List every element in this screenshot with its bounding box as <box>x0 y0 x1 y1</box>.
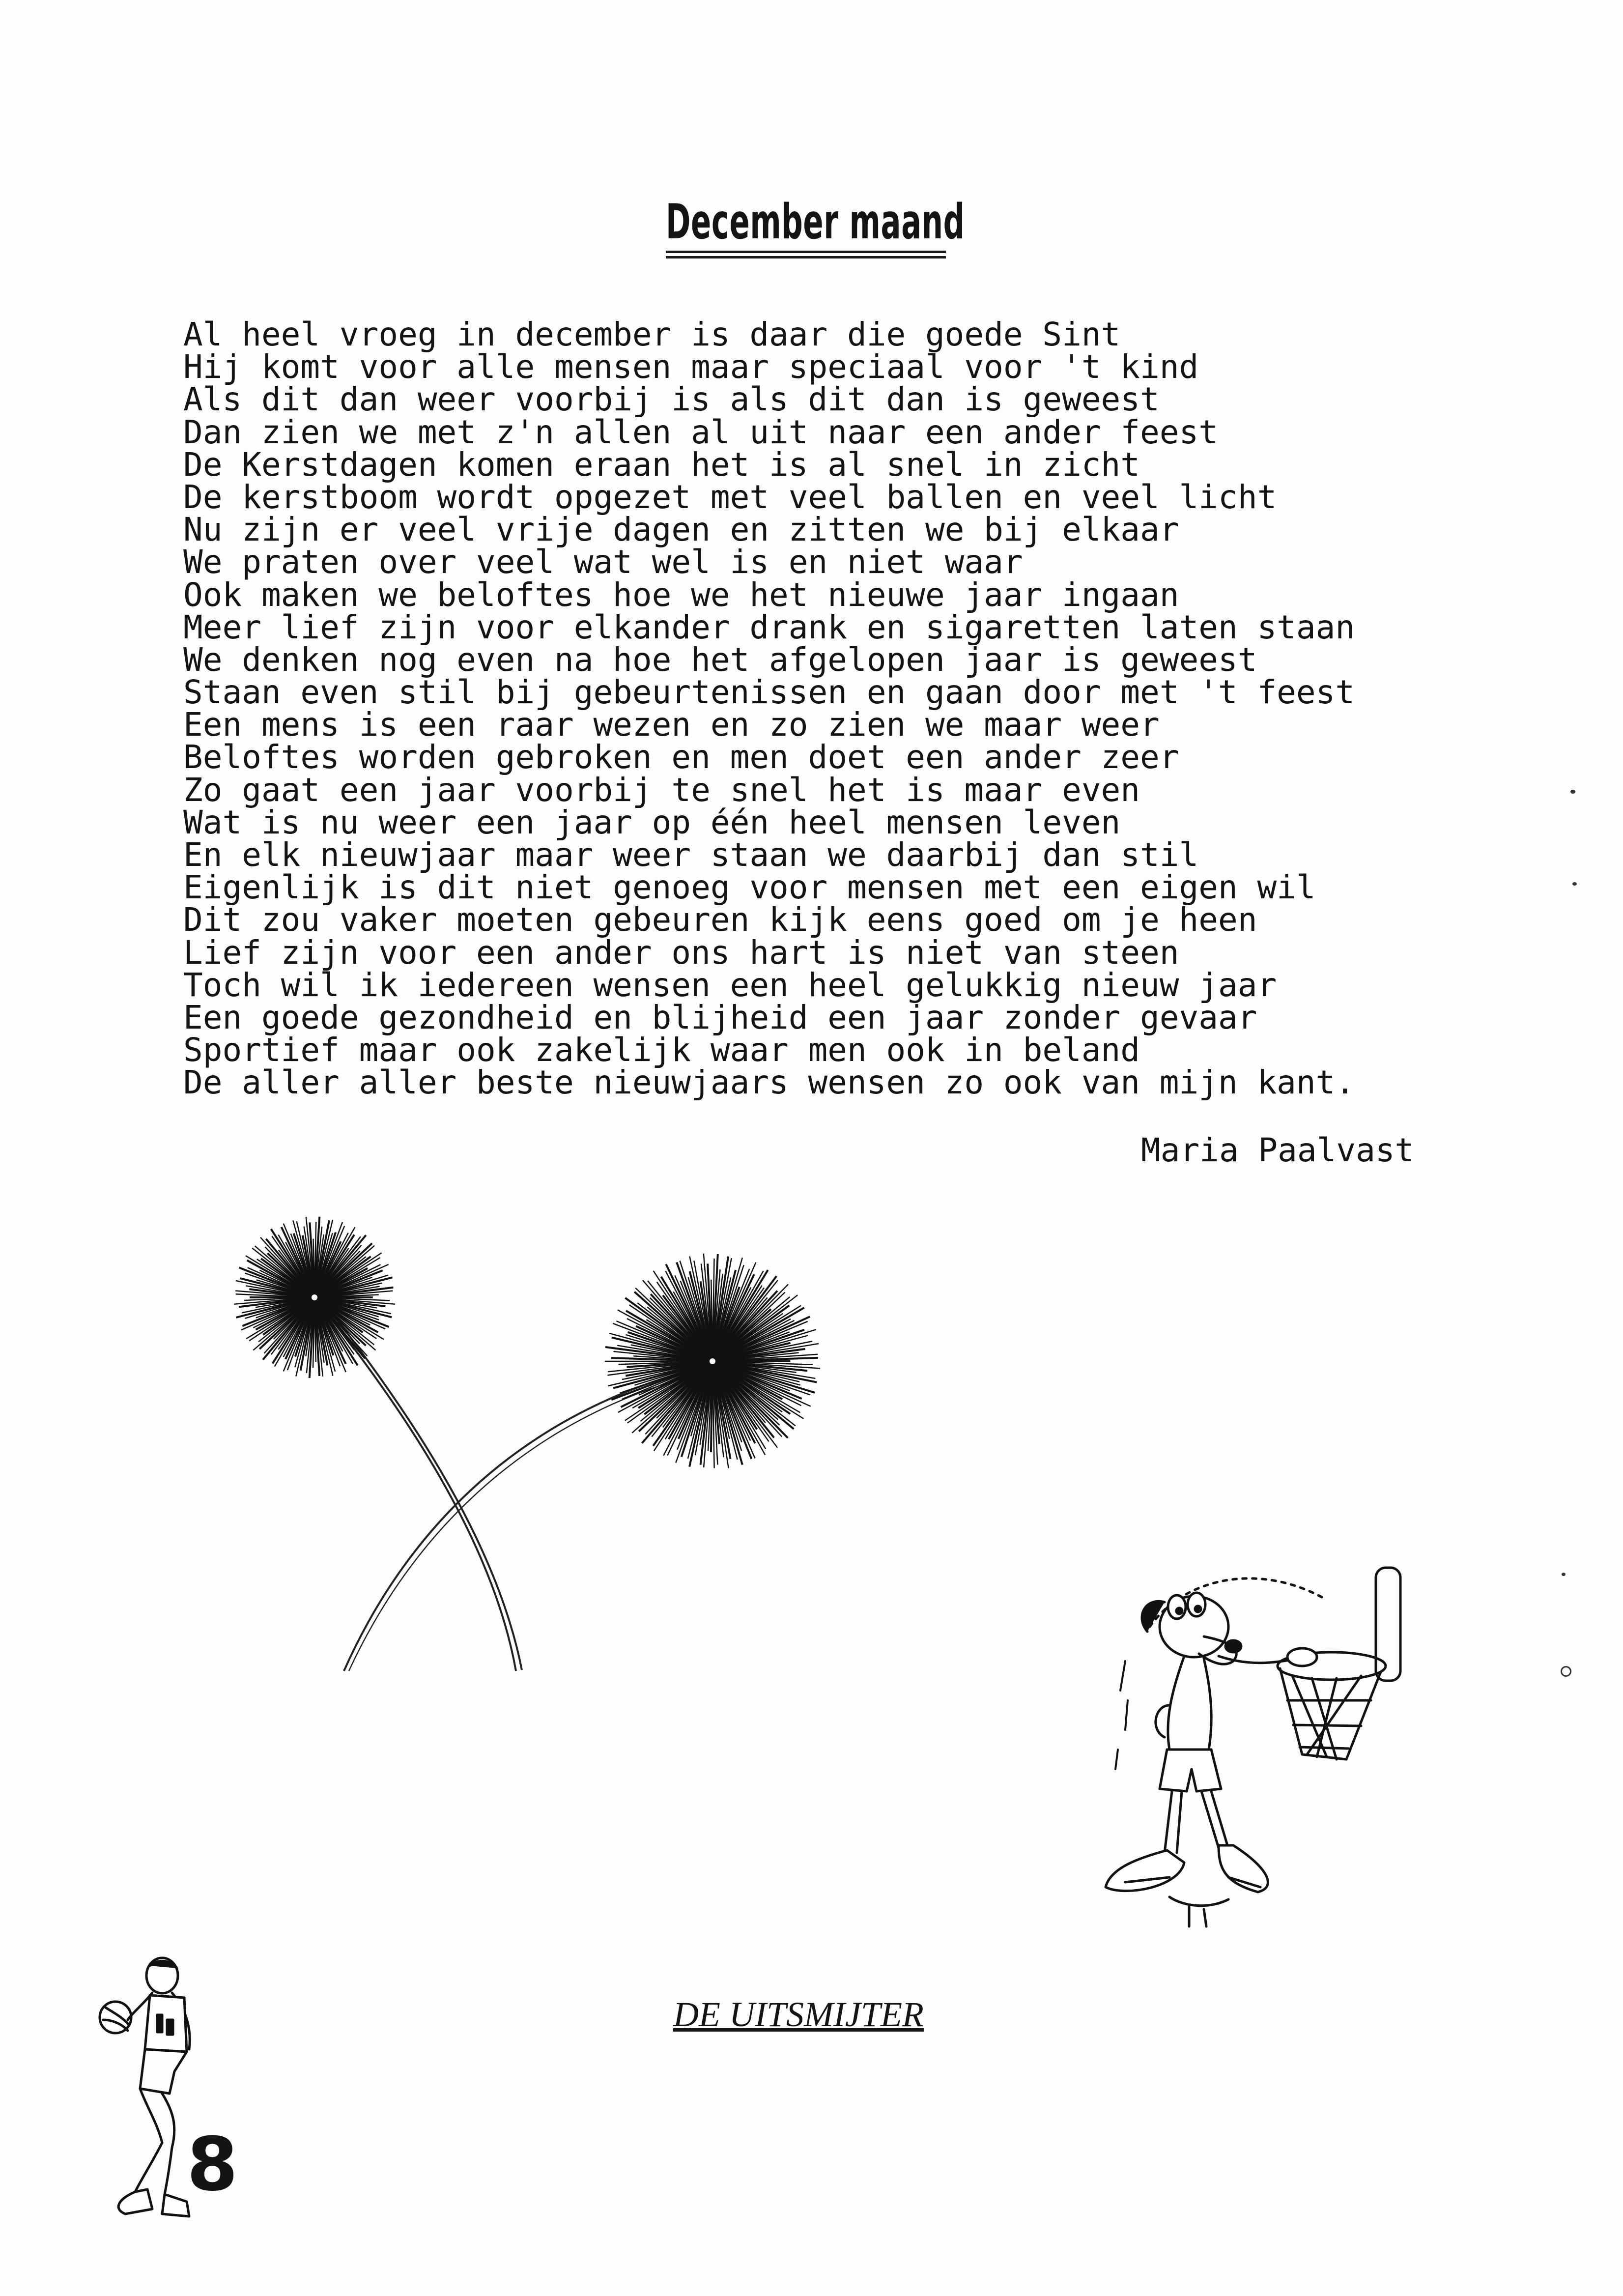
poem-line: Een mens is een raar wezen en zo zien we maar weer <box>183 706 1160 744</box>
poem-line: Toch wil ik iedereen wensen een heel gelukkig nieuw jaar <box>183 966 1277 1004</box>
page-number: 8 <box>187 2122 238 2208</box>
page-title: December maand <box>666 194 965 250</box>
cartoon-basketball-dunk-illustration <box>1071 1543 1430 1926</box>
poem-line: Als dit dan weer voorbij is als dit dan is geweest <box>183 380 1160 419</box>
scan-speck <box>1561 1666 1571 1677</box>
footer-publication-title: DE UITSMIJTER <box>673 1995 924 2034</box>
poem-line: Meer lief zijn voor elkander drank en sigaretten laten staan <box>183 608 1355 646</box>
scan-speck <box>1562 1573 1566 1576</box>
title-underline-bottom <box>666 256 946 258</box>
poem-line: We praten over veel wat wel is en niet waar <box>183 543 1023 581</box>
poem-line: Dit zou vaker moeten gebeuren kijk eens goed om je heen <box>183 901 1257 939</box>
poem-line: Dan zien we met z'n allen al uit naar een ander feest <box>183 413 1218 451</box>
poem-author: Maria Paalvast <box>1141 1131 1415 1169</box>
poem-line: Eigenlijk is dit niet genoeg voor mensen met een eigen wil <box>183 868 1316 907</box>
poem-body <box>183 316 1355 1102</box>
poem-line: Zo gaat een jaar voorbij te snel het is maar even <box>183 771 1140 809</box>
poem-line: Nu zijn er veel vrije dagen en zitten we bij elkaar <box>183 511 1179 549</box>
scan-speck <box>1572 882 1577 886</box>
title-underline-top <box>666 251 946 253</box>
poem-line: De aller aller beste nieuwjaars wensen zo ook van mijn kant. <box>183 1063 1355 1102</box>
poem-line: Staan even stil bij gebeurtenissen en gaan door met 't feest <box>183 673 1355 712</box>
firework-bursts-illustration <box>216 1189 870 1671</box>
poem-line: Lief zijn voor een ander ons hart is niet van steen <box>183 933 1179 972</box>
poem-line: Al heel vroeg in december is daar die goede Sint <box>183 316 1121 353</box>
poem-line: We denken nog even na hoe het afgelopen jaar is geweest <box>183 640 1257 679</box>
scan-speck <box>1570 790 1575 794</box>
poem-line: Wat is nu weer een jaar op één heel mensen leven <box>183 803 1121 841</box>
poem-line: Hij komt voor alle mensen maar speciaal voor 't kind <box>183 348 1199 386</box>
poem-line: Beloftes worden gebroken en men doet een ander zeer <box>183 738 1179 776</box>
poem-line: En elk nieuwjaar maar weer staan we daarbij dan stil <box>183 836 1199 874</box>
poem-line: Een goede gezondheid en blijheid een jaar zonder gevaar <box>183 998 1257 1036</box>
poem-line: De Kerstdagen komen eraan het is al snel in zicht <box>183 445 1140 484</box>
poem-line: Sportief maar ook zakelijk waar men ook in beland <box>183 1031 1140 1069</box>
poem-line: De kerstboom wordt opgezet met veel ballen en veel licht <box>183 478 1277 516</box>
poem-line: Ook maken we beloftes hoe we het nieuwe jaar ingaan <box>183 575 1179 614</box>
